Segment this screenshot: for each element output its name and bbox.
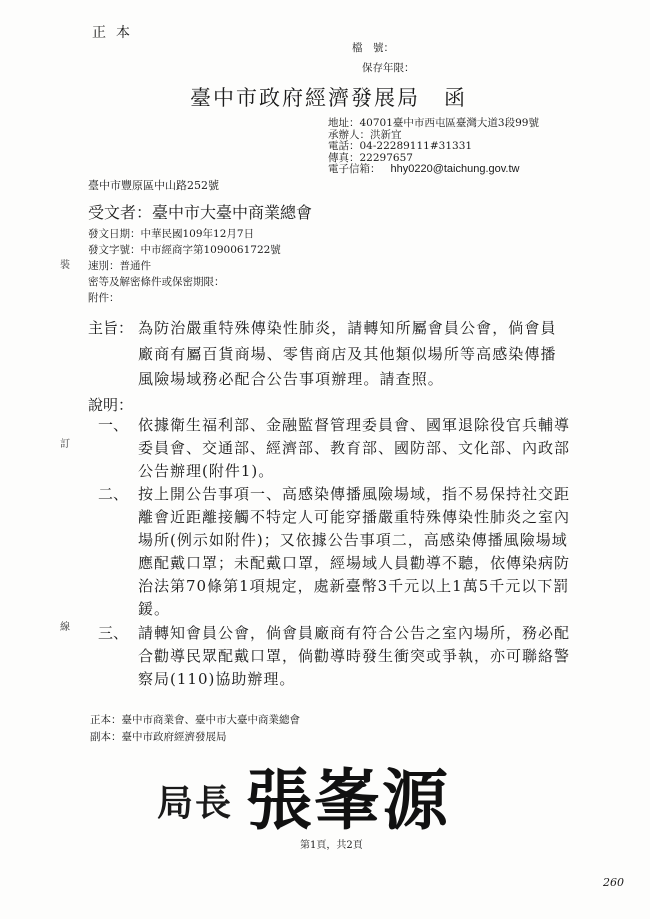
speed: 速別：普通件 <box>88 260 151 272</box>
item-text: 請轉知會員公會，倘會員廠商有符合公告之室內場所，務必配合勸導民眾配戴口罩，倘勸導時發生衝突或爭執，亦可聯絡警察局(110)協助辦理。 <box>138 624 571 688</box>
attachments: 附件： <box>88 292 120 304</box>
item-number: 三、 <box>98 624 129 642</box>
address: 地址：40701臺中市西屯區臺灣大道3段99號 <box>328 117 539 129</box>
document-number: 發文字號：中市經商字第1090061722號 <box>88 244 281 256</box>
copy-recipients <box>90 712 300 746</box>
subject-label: 主旨： <box>88 319 134 337</box>
item-number: 二、 <box>98 485 129 503</box>
item-text: 依據衛生福利部、金融監督管理委員會、國軍退除役官兵輔導委員會、交通部、經濟部、教育部、國防部、文化部、內政部公告辦理(附件1)。 <box>138 416 571 480</box>
binding-mark-bottom: 線 <box>60 622 70 633</box>
security-level: 密等及解密條件或保密期限： <box>88 276 225 288</box>
item-text: 按上開公告事項一、高感染傳播風險場域，指不易保持社交距離會近距離接觸不特定人可能穿播嚴重特殊傳染性肺炎之室內場所(例示如附件)；又依據公告事項二，高感染傳播風險場域應配戴口罩；未配戴口罩，經場域人員勸導不聽，依傳染病防治法第70條第1項規定，處新臺幣3千元以上1萬5千元以下罰鍰。 <box>138 485 571 618</box>
recipient-address: 臺中市豐原區中山路252號 <box>88 179 219 192</box>
agency-title: 臺中市政府經濟發展局 <box>190 86 420 110</box>
email-link[interactable]: hhy0220@taichung.gov.tw <box>390 163 520 175</box>
explanation-label: 說明： <box>88 396 134 414</box>
recipient: 受文者：臺中市大臺中商業總會 <box>88 203 313 222</box>
email-label: 電子信箱： <box>328 163 381 175</box>
phone: 電話：04-22289111#31331 <box>328 140 473 152</box>
signature-name: 張峯源 <box>246 761 450 839</box>
file-number-label: 檔 號： <box>352 42 394 54</box>
original-recipients: 正本：臺中市商業會、臺中市大臺中商業總會 <box>90 714 300 726</box>
duplicate-recipients: 副本：臺中市政府經濟發展局 <box>90 731 227 743</box>
item-number: 一、 <box>98 416 129 434</box>
issue-date: 發文日期：中華民國109年12月7日 <box>88 228 255 240</box>
document-type: 函 <box>444 86 465 110</box>
document-meta <box>88 226 281 306</box>
copy-mark: 正本 <box>92 25 140 41</box>
binding-mark-top: 裝 <box>60 260 70 271</box>
contact-block <box>328 118 568 176</box>
corner-note: 260 <box>603 876 624 889</box>
fax: 傳真：22297657 <box>328 151 413 164</box>
handwritten-signature <box>242 745 452 840</box>
binding-mark-middle: 訂 <box>60 439 70 450</box>
page-indicator: 第1頁，共2頁 <box>300 840 363 851</box>
retention-label: 保存年限： <box>362 62 415 74</box>
handler: 承辦人：洪新宜 <box>328 128 402 141</box>
signature-title: 局長 <box>157 782 234 824</box>
subject-text: 為防治嚴重特殊傳染性肺炎，請轉知所屬會員公會，倘會員廠商有屬百貨商場、零售商店及其他類似場所等高感染傳播風險場域務必配合公告事項辦理。請查照。 <box>138 319 557 388</box>
email-line <box>328 164 568 176</box>
